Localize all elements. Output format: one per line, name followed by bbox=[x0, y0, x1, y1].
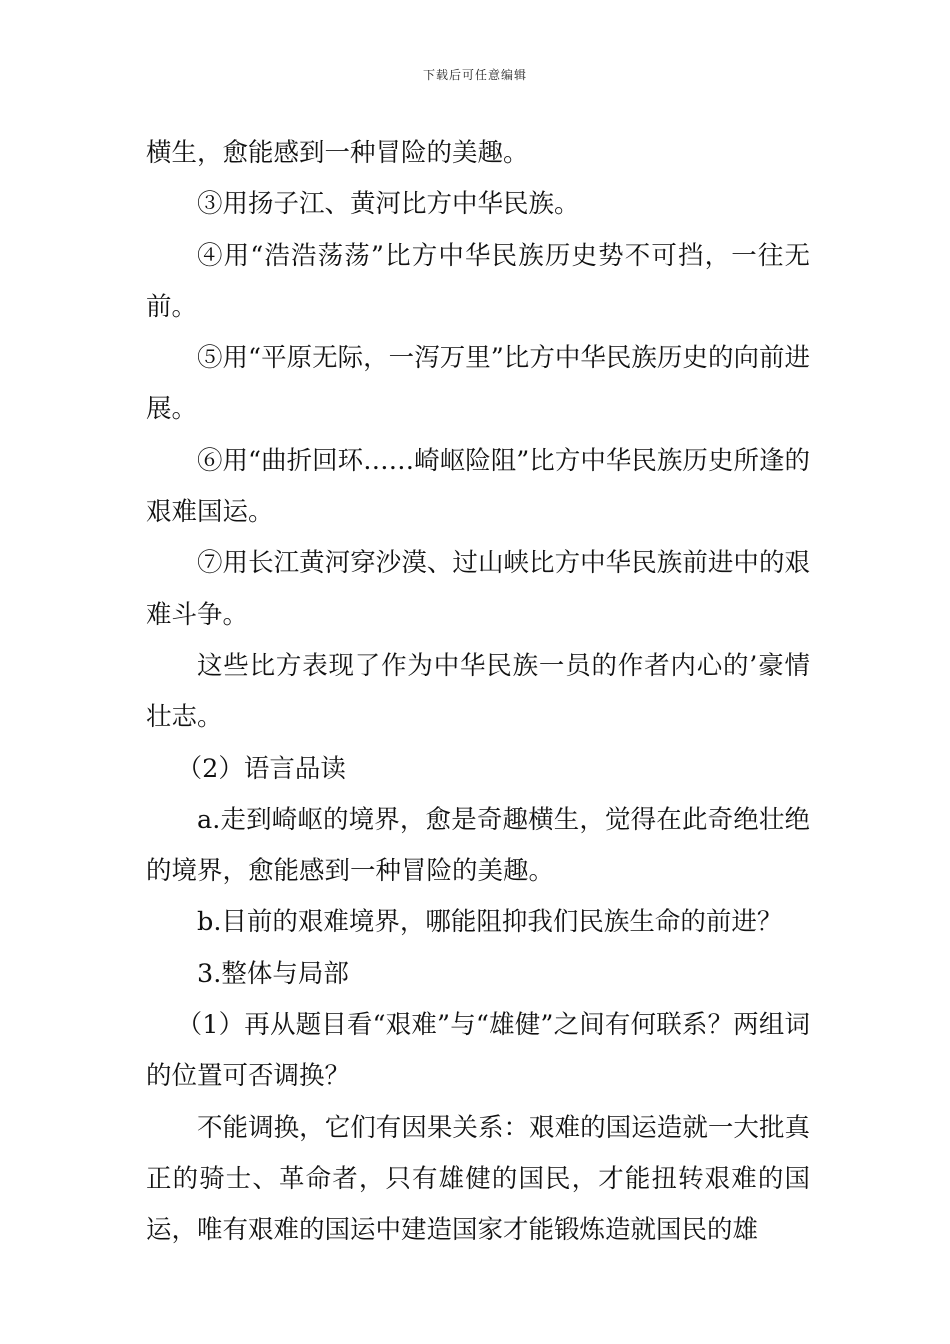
paragraph-summary: 这些比方表现了作为中华民族一员的作者内心的’豪情壮志。 bbox=[146, 650, 810, 733]
page-header: 下载后可任意编辑 bbox=[422, 68, 527, 82]
section-heading-whole-part: 3.整体与局部 bbox=[197, 958, 349, 989]
section-heading-language: （2）语言品读 bbox=[176, 753, 346, 784]
paragraph-quote-b: b.目前的艰难境界，哪能阻抑我们民族生命的前进？ bbox=[197, 907, 783, 938]
paragraph-item-4: ④用“浩浩荡荡”比方中华民族历史势不可挡，一往无前。 bbox=[146, 240, 810, 322]
paragraph-item-5: ⑤用“平原无际，一泻万里”比方中华民族历史的向前进展。 bbox=[146, 343, 810, 425]
paragraph-quote-a: a.走到崎岖的境界，愈是奇趣横生，觉得在此奇绝壮绝的境界，愈能感到一种冒险的美趣。 bbox=[146, 804, 810, 887]
paragraph-item-3: ③用扬子江、黄河比方中华民族。 bbox=[197, 189, 580, 220]
paragraph-item-6: ⑥用“曲折回环……崎岖险阻”比方中华民族历史所逢的艰难国运。 bbox=[146, 445, 810, 528]
document-body bbox=[146, 128, 810, 1257]
paragraph-question-1: （1）再从题目看“艰难”与“雄健”之间有何联系？两组词的位置可否调换？ bbox=[146, 1010, 810, 1092]
paragraph-item-7: ⑦用长江黄河穿沙漠、过山峡比方中华民族前进中的艰难斗争。 bbox=[146, 548, 810, 630]
paragraph-continuation: 横生，愈能感到一种冒险的美趣。 bbox=[146, 138, 529, 168]
paragraph-answer: 不能调换，它们有因果关系：艰难的国运造就一大批真正的骑士、革命者，只有雄健的国民，才能扭转艰难的国运，唯有艰难的国运中建造国家才能锻炼造就国民的雄 bbox=[146, 1112, 810, 1246]
